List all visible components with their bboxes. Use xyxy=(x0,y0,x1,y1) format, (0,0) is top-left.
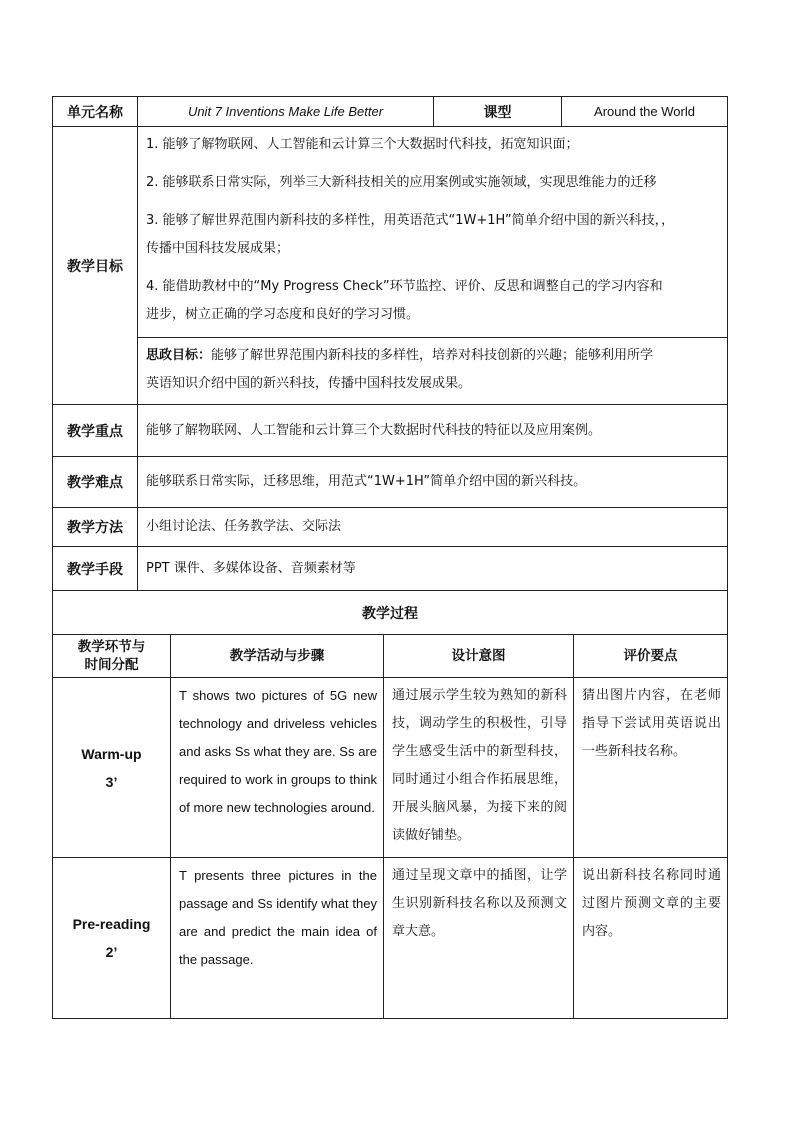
ideology-label: 思政目标： xyxy=(146,348,212,363)
evaluation-warm-up: 猜出图片内容，在老师指导下尝试用英语说出一些新科技名称。 xyxy=(573,678,728,858)
difficulties-value: 能够联系日常实际，迁移思维，用范式“1W+1H”简单介绍中国的新兴科技。 xyxy=(137,457,728,508)
ideology-line1: 能够了解世界范围内新科技的多样性，培养对科技创新的兴趣；能够利用所学 xyxy=(211,348,654,363)
ideology-objective xyxy=(137,338,728,405)
column-stage-line2: 时间分配 xyxy=(84,657,139,673)
stage-time: 2’ xyxy=(105,944,118,960)
activity-warm-up: T shows two pictures of 5G new technology and driveless vehicles and asks Ss what they are. Ss are required to work in groups to think of more new technologies around. xyxy=(170,678,383,858)
objective-item-3-line2: 传播中国科技发展成果； xyxy=(146,241,290,256)
key-points-label: 教学重点 xyxy=(52,405,137,457)
unit-name-label: 单元名称 xyxy=(52,96,137,127)
objective-item-3-line1: 3. 能够了解世界范围内新科技的多样性，用英语范式“1W+1H”简单介绍中国的新兴科技，， xyxy=(146,213,675,228)
objectives-list xyxy=(137,127,728,338)
intent-warm-up: 通过展示学生较为熟知的新科技，调动学生的积极性，引导学生感受生活中的新型科技，同时通过小组合作拓展思维，开展头脑风暴，为接下来的阅读做好铺垫。 xyxy=(383,678,573,858)
objective-item-2: 2. 能够联系日常实际，列举三大新科技相关的应用案例或实施领域，实现思维能力的迁移 xyxy=(146,175,657,190)
stage-time: 3’ xyxy=(105,773,118,790)
methods-label: 教学方法 xyxy=(52,508,137,547)
process-title: 教学过程 xyxy=(52,591,728,635)
ideology-line2: 英语知识介绍中国的新兴科技，传播中国科技发展成果。 xyxy=(146,376,472,391)
stage-name: Pre-reading xyxy=(72,916,151,932)
objectives-label: 教学目标 xyxy=(52,127,137,405)
objective-item-4-line2: 进步，树立正确的学习态度和良好的学习习惯。 xyxy=(146,307,420,322)
unit-name-value: Unit 7 Inventions Make Life Better xyxy=(137,96,433,127)
column-evaluation-header: 评价要点 xyxy=(573,635,728,678)
methods-value: 小组讨论法、任务教学法、交际法 xyxy=(137,508,728,547)
intent-pre-reading: 通过呈现文章中的插图，让学生识别新科技名称以及预测文章大意。 xyxy=(383,858,573,1019)
column-stage-header xyxy=(52,635,170,678)
column-activity-header: 教学活动与步骤 xyxy=(170,635,383,678)
column-intent-header: 设计意图 xyxy=(383,635,573,678)
objective-item-1: 1. 能够了解物联网、人工智能和云计算三个大数据时代科技，拓宽知识面； xyxy=(146,137,579,152)
lesson-type-value: Around the World xyxy=(561,96,728,127)
objective-item-4-line1: 4. 能借助教材中的“My Progress Check”环节监控、评价、反思和调整自己的学习内容和 xyxy=(146,279,663,294)
column-stage-line1: 教学环节与 xyxy=(77,639,146,655)
difficulties-label: 教学难点 xyxy=(52,457,137,508)
key-points-value: 能够了解物联网、人工智能和云计算三个大数据时代科技的特征以及应用案例。 xyxy=(137,405,728,457)
stage-pre-reading xyxy=(52,858,170,1019)
evaluation-pre-reading: 说出新科技名称同时通过图片预测文章的主要内容。 xyxy=(573,858,728,1019)
activity-pre-reading: T presents three pictures in the passage and Ss identify what they are and predict the main idea of the passage. xyxy=(170,858,383,1019)
stage-name: Warm-up xyxy=(81,745,142,762)
stage-warm-up xyxy=(52,678,170,858)
means-value: PPT 课件、多媒体设备、音频素材等 xyxy=(137,547,728,591)
means-label: 教学手段 xyxy=(52,547,137,591)
lesson-type-label: 课型 xyxy=(433,96,561,127)
